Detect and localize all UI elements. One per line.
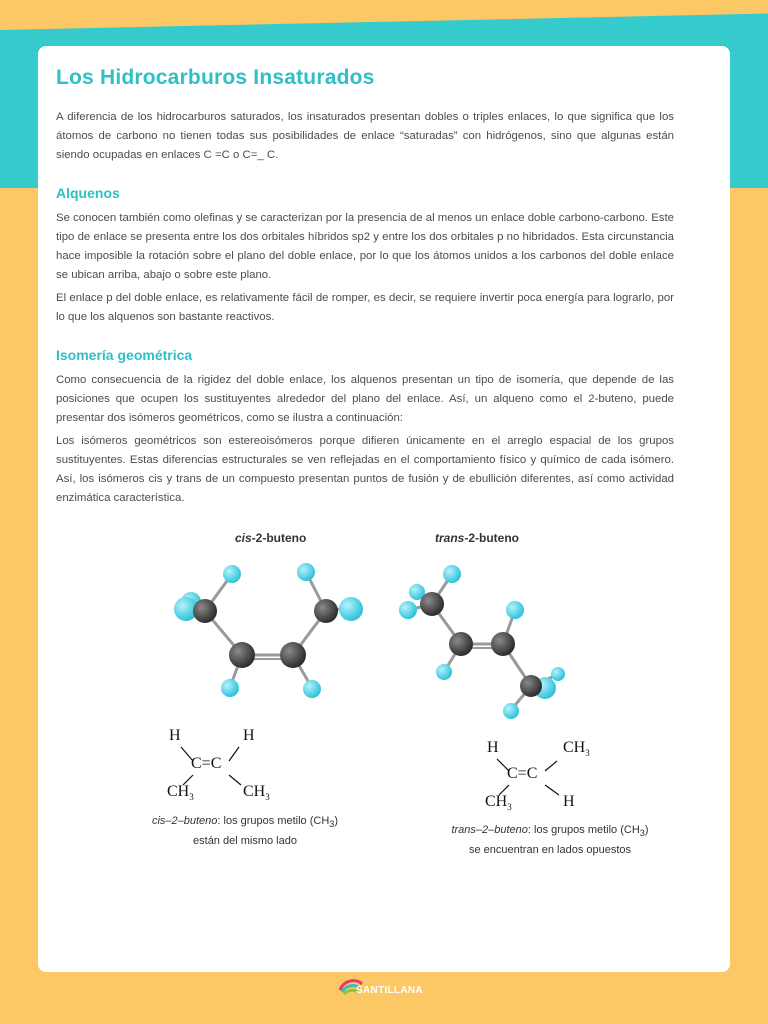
hydrogen-atom (303, 680, 321, 698)
isomer-figure (151, 525, 649, 870)
trans-structural-formula: H $CH_3$ C=C $CH_3$ H (485, 737, 605, 827)
page-title: Los Hidrocarburos Insaturados (56, 66, 375, 89)
hydrogen-atom (436, 664, 452, 680)
trans-molecule-model (390, 555, 610, 725)
hydrogen-atom (551, 667, 565, 681)
isomeria-paragraph-1: Como consecuencia de la rigidez del doble enlace, los alquenos presentan un tipo de isomería, que depende de las posiciones que ocupen los sustituyentes alrededor del plano del enlace. Así, un alqueno como el 2-buteno, puede presentar dos isómeros geométricos, como se ilustra a continuación: (56, 374, 674, 424)
trans-title: trans-2-buteno (435, 531, 519, 545)
carbon-atom (280, 642, 306, 668)
carbon-atom (449, 632, 473, 656)
section-heading-isomeria: Isomería geométrica (56, 347, 193, 363)
hydrogen-atom (221, 679, 239, 697)
hydrogen-atom (223, 565, 241, 583)
carbon-atom (229, 642, 255, 668)
alquenos-paragraph-1: Se conocen también como olefinas y se caracterizan por la presencia de al menos un enlace doble carbono-carbono. Este tipo de enlace se presenta entre los dos orbitales híbridos sp2 y entre los dos orbitales p no hibridados. Esta circunstancia hace imposible la rotación sobre el plano del doble enlace, por lo que los átomos unidos a los carbonos del doble enlace se ubican arriba, abajo o sobre este plano. (56, 212, 674, 281)
carbon-atom (491, 632, 515, 656)
section-heading-alquenos: Alquenos (56, 185, 120, 201)
hydrogen-atom (503, 703, 519, 719)
article (56, 66, 674, 512)
isomeria-paragraph-2: Los isómeros geométricos son estereoisómeros porque difieren únicamente en el arreglo espacial de los grupos sustituyentes. Estas diferencias estructurales se ven reflejadas en el comportamiento físico y químico de cada isómero. Así, los isómeros cis y trans de un compuesto presentan puntos de fusión y de ebullición diferentes, así como actividad enzimática característica. (56, 435, 674, 504)
hydrogen-atom (399, 601, 417, 619)
hydrogen-atom (297, 563, 315, 581)
carbon-atom (420, 592, 444, 616)
hydrogen-atom (339, 597, 363, 621)
carbon-atom (314, 599, 338, 623)
hydrogen-atom (506, 601, 524, 619)
cis-molecule-model (155, 555, 375, 725)
carbon-atom (193, 599, 217, 623)
cis-caption: cis–2–buteno: los grupos metilo $(CH_3)$ están del mismo lado (151, 815, 339, 848)
trans-caption: trans–2–buteno: los grupos metilo $(CH_3)$ se encuentran en lados opuestos (451, 824, 649, 857)
cis-title: cis-2-buteno (235, 531, 307, 545)
brand-wordmark: SANTILLANA (356, 985, 423, 996)
alquenos-paragraph-2: El enlace p del doble enlace, es relativamente fácil de romper, es decir, se requiere invertir poca energía para lograrlo, por lo que los alquenos son bastante reactivos. (56, 292, 674, 323)
santillana-logo (336, 976, 446, 1002)
cis-structural-formula: H H C=C $CH_3$ $CH_3$ (155, 725, 355, 815)
carbon-atom (520, 675, 542, 697)
intro-paragraph: A diferencia de los hidrocarburos saturados, los insaturados presentan dobles o triples enlaces, lo que significa que los átomos de carbono no tienen todas sus posibilidades de enlace “saturadas” con hidrógenos, sino que algunas están siendo ocupadas en enlaces C =C o C=_ C. (56, 111, 674, 161)
hydrogen-atom (443, 565, 461, 583)
